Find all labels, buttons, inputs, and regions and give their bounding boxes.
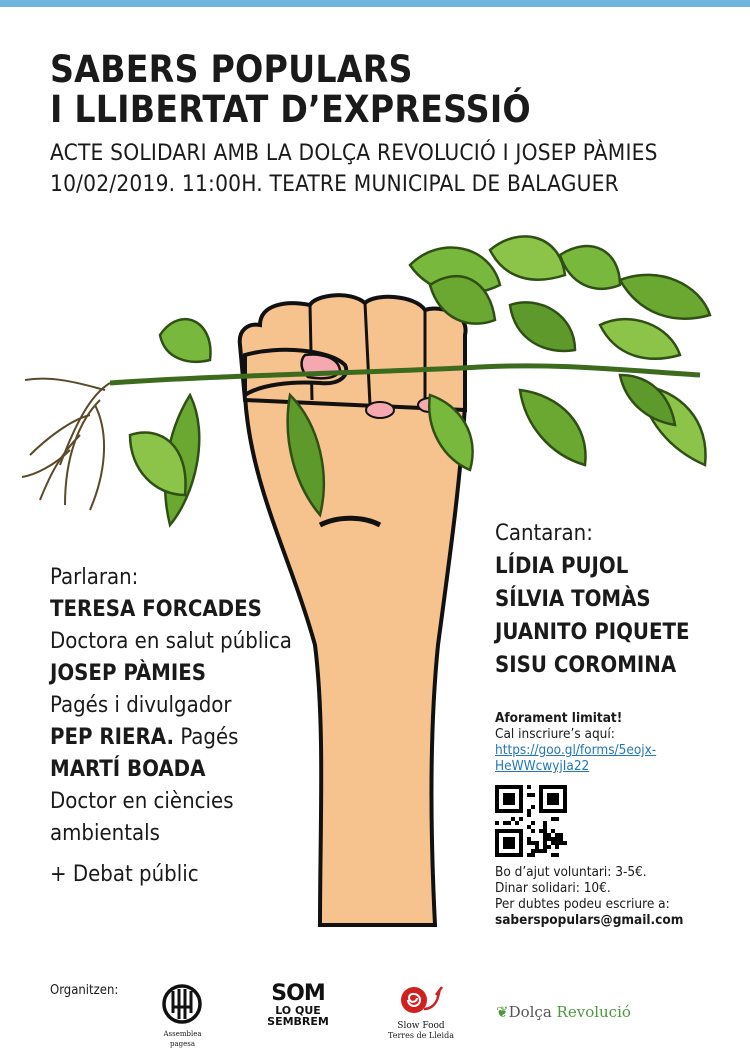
singers-list [495,517,690,682]
dubtes-label: Per dubtes podeu escriure a: [495,896,670,912]
poster-title [50,50,531,130]
prices-info [495,864,683,928]
singer-name: LÍDIA PUJOL [495,554,629,579]
speaker-name: TERESA FORCADES [50,597,262,622]
poster-subtitle [50,138,658,200]
bo-ajut: Bo d’ajut voluntari: 3-5€. [495,864,647,880]
signup-link-1[interactable]: https://goo.gl/forms/5eojx- [495,742,657,758]
speaker-role: Pagés i divulgador [50,693,232,718]
speaker-name: JOSEP PÀMIES [50,661,206,686]
organizers-label: Organitzen: [50,983,119,998]
public-debate: + Debat públic [50,862,199,887]
slow-food-subcaption: Terres de Lleida [388,1031,454,1040]
singer-name: JUANITO PIQUETE [495,620,690,645]
singer-name: SISU COROMINA [495,653,677,678]
assemblea-pagesa-logo [155,983,210,1049]
som-text: SOM [271,981,325,1006]
dolca-text: Dolça [508,1003,557,1021]
speaker-role: Pagés [174,725,239,750]
title-line-2: I LLIBERTAT D’EXPRESSIÓ [50,88,531,131]
slow-food-caption: Slow Food [397,1021,445,1031]
registration-info [495,710,656,774]
singers-heading: Cantaran: [495,521,593,546]
speaker-name: MARTÍ BOADA [50,757,206,782]
title-line-1: SABERS POPULARS [50,48,413,91]
plant-roots [22,379,110,510]
speakers-heading: Parlaran: [50,565,139,590]
speakers-list [50,562,292,850]
singer-name: SÍLVIA TOMÀS [495,587,651,612]
slow-food-snail-icon [388,983,454,1017]
speaker-role: Doctora en salut pública [50,629,292,654]
leaf-icon: ❦ [496,1003,509,1021]
assemblea-caption: Assemblea pagesa [163,1030,202,1048]
qr-code-icon [495,785,567,857]
limited-capacity: Aforament limitat! [495,710,623,726]
dinar-solidari: Dinar solidari: 10€. [495,880,611,896]
speaker-name: PEP RIERA. [50,725,175,750]
lo-que-text: LO QUE [275,1004,321,1017]
som-lo-que-sembrem-logo [262,983,334,1027]
contact-email[interactable]: saberspopulars@gmail.com [495,912,684,928]
speaker-line [50,722,292,754]
signup-link-2[interactable]: HeWWcwyjIa22 [495,758,590,774]
signup-label: Cal inscriure’s aquí: [495,726,615,742]
assemblea-pagesa-icon [155,983,210,1025]
subtitle-line-1: ACTE SOLIDARI AMB LA DOLÇA REVOLUCIÓ I JOSEP PÀMIES [50,140,658,166]
subtitle-line-2: 10/02/2019. 11:00H. TEATRE MUNICIPAL DE BALAGUER [50,171,619,197]
speaker-role: Doctor en ciències [50,789,234,814]
speaker-role: ambientals [50,821,160,846]
sembrem-text: SEMBREM [267,1015,329,1028]
dolca-revolucio-logo [496,1003,631,1021]
slow-food-logo [388,983,454,1041]
revolucio-text: Revolució [556,1003,631,1021]
top-accent-bar [0,0,750,7]
